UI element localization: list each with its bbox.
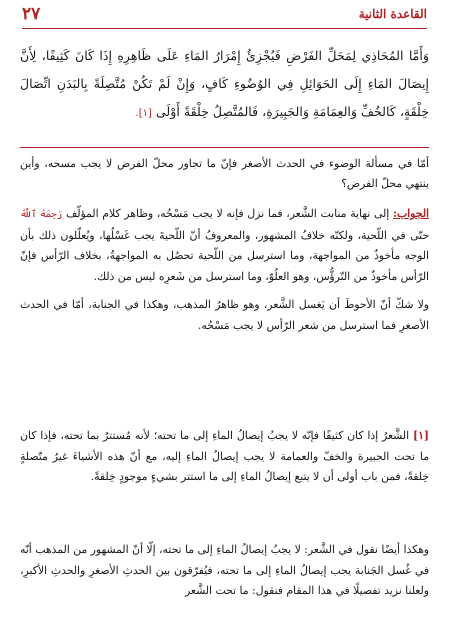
- page-number: ٢٧: [22, 4, 41, 24]
- question-text: أمّا في مسألة الوضوء في الحدث الأصغر فإنّ ما تجاوز محلّ الفرض لا يجب مسحه، وأين ينتهي محلّ الفرض؟: [20, 157, 429, 190]
- chapter-title: القاعدة الثانية: [358, 7, 427, 21]
- footnote-reference: [١].: [135, 108, 152, 119]
- answer-section: [20, 204, 429, 344]
- matn-paragraph: [20, 42, 429, 128]
- matn-text: وَأَمَّا المُحَاذِي لِمَحَلِّ الفَرْضِ فَيُجْزِئُ إِمْرَارُ المَاءِ عَلَى ظَاهِرِهِ إِذَا كَانَ كَثِيفًا، لِأَنَّ إِيصَالَ المَاءِ إِلَى الحَوَائِلِ فِي الوُضُوءِ كَافٍ، وَإِنْ لَمْ تَكُنْ مُتَّصِلَةً بِالبَدَنِ اتِّصَالَ خِلْقَةٍ، كَالخُفِّ وَالعِمَامَةِ وَالجَبِيرَةِ، فَالمُتَّصِلُ خِلْقَةً أَوْلَى: [20, 48, 429, 119]
- footnote-marker: [١]: [412, 429, 429, 442]
- answer-paragraph-2: ولا شكّ أنّ الأحوطَ أن يَغسل الشَّعر، وهو ظاهرُ المذهب، وهكذا في الجنابة، أمّا في الحدث الأصغرِ فما استرسل من شعر الرّأس لا يجب مَسْحُه.: [20, 298, 429, 332]
- closing-paragraph: [20, 540, 429, 610]
- question-paragraph: [20, 154, 429, 194]
- page-header: [22, 4, 427, 29]
- footnote-text: الشَّعرُ إذا كان كثيفًا فإنّه لا يجبُ إيصالُ الماءِ إلى ما تحته؛ لأنه مُستترٌ بما تحته، فإذا كان ما تحت الجبيرة والخفّ والعمامة لا يجب إيصالُ الماءِ إليه، مع أنّ هذه الأشياءَ غيرُ متّصلةٍ خِلقةً، فمن باب أولى أن لا يتبع إيصالُ الماءِ إلى ما استتر بشيءٍ موجودٍ خِلقةً.: [20, 429, 429, 483]
- section-divider: [20, 147, 429, 148]
- closing-text: وهكذا أيضًا نقول في الشَّعر: لا يجبُ إيصالُ الماءِ إلى ما تحته، إلّا أنّ المشهور من المذهب أنّه في غُسل الجَنابة يجب إيصالُ الماءِ إلى ما تحته، فيُفرّقون بين الحدثِ الأصغرِ والحدثِ الأكبرِ، ولعلنا نزيد تفصيلًا في هذا المقام فنقول: ما تحت الشَّعر: [20, 543, 429, 597]
- answer-label: الجواب:: [393, 207, 429, 220]
- answer-paragraph-1: [20, 204, 429, 287]
- honorific: رَحِمَهُ ٱللَّهُ: [20, 209, 63, 220]
- answer-text-a: إلى نهاية منابت الشَّعر، فما نزل فإنه لا يجب مَسْحُه، وظاهر كلام المؤلّف: [66, 207, 390, 220]
- footnote-paragraph: [20, 426, 429, 488]
- answer-text-b: حتّى في اللّحية، ولكنّه خلافُ المشهور، والمعروفُ أنّ اللّحيةَ يجب غَسْلُها، ويُعلّلون ذلك بأن الوجه مأخوذٌ من المواجهة، وما استرسل من اللّحية تحصُل به المواجهةُ، بخلاف الرّأس فإنّ الرّأس مأخوذٌ من التّرؤُّس، وهو العلُوّ، وما استرسل من شَعرِه ليس من ذلك.: [20, 228, 429, 283]
